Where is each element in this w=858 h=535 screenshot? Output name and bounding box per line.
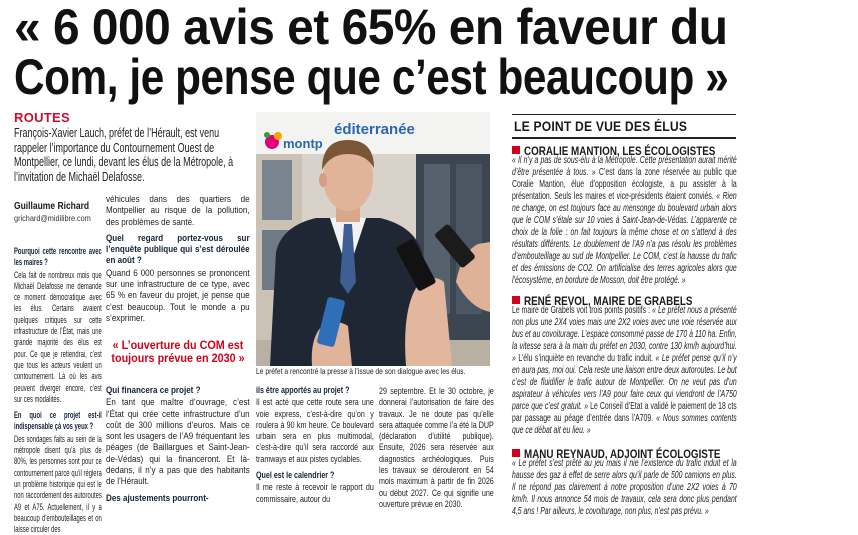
quoted-text: « Le préfet s’est prêté au jeu mais il nie l’existence du trafic induit et la hausse des gaz à effet de serre alors qu’il parle de 500 camions en plus. Il ne répond pas clairement à notre proposition d’une 2X2 voies à 70 km/h. Il nous annonce 54 mois de travaux, cela sera donc plus pendant 4,5 ans ! Par ailleurs, le covoiturage, non plus, n’est pas prévu. » — [512, 458, 737, 517]
sign-text-left: montp — [283, 136, 323, 151]
elected-official-statement — [512, 305, 737, 441]
interview-column-2-bottom — [106, 384, 250, 522]
quoted-text: « Il n’y a pas de sous-élu à la Métropole. Cette présentation aurait mérité d’être présentée à tous. » — [512, 155, 737, 178]
narrative-text: L’élu s’inquiète en revanche du trafic induit. — [518, 353, 656, 364]
intro-text: François-Xavier Lauch, préfet de l’Hérault, est venu rappeler l’importance du Contournement Ouest de Montpellier, ce lundi, devant les élus de la Métropole, à l’invitation de Michaël Delafosse. — [14, 126, 234, 184]
interview-answer: véhicules dans des quartiers de Montpellier au risque de la pollution, des problèmes de santé. — [106, 193, 250, 227]
headline — [14, 2, 742, 106]
interview-column-2-top — [106, 192, 250, 338]
elected-official-title — [512, 445, 764, 459]
sign-logo — [264, 132, 270, 138]
interview-answer: 29 septembre. Et le 30 octobre, je donnerai l’autorisation de faire des travaux. Je ne doute pas qu’elle sera attaquée comme l’a été la DUP (déclaration d’utilité publique). Ensuite, 2026 sera réservée aux diagnostics archéologiques. Puis les travaux se dérouleront en 54 mois maximum à partir de fin 2026 ou début 2027. Ce qui signifie une ouverture prévue en 2030. — [379, 385, 494, 509]
author-name: Guillaume Richard — [14, 201, 90, 212]
interview-answer: Il me reste à recevoir le rapport du commissaire, autour du — [256, 481, 374, 504]
interview-column-1 — [14, 246, 102, 535]
elected-official-title — [512, 292, 729, 306]
photo-caption: Le préfet a rencontré la presse à l’issue de son dialogue avec les élus. — [256, 367, 466, 376]
elected-official-name: CORALIE MANTION, LES ÉCOLOGISTES — [524, 144, 716, 158]
statement-paragraph — [512, 458, 737, 518]
statement-paragraph — [512, 305, 737, 437]
elected-official-name: RENÉ REVOL, MAIRE DE GRABELS — [524, 294, 693, 308]
sidebar-header-text: LE POINT DE VUE DES ÉLUS — [514, 119, 688, 134]
quoted-text: « Le préfet nous a présenté non plus une 2X4 voies mais une 2X2 voies avec une voie réservée aux bus et au covoiturage. L’espace consommé passe de 170 à 110 ha. Enfin, la vitesse sera à la main du préfet en 2030, contre 130 km/h aujourd’hui. » — [512, 305, 737, 364]
sidebar-header — [512, 114, 736, 139]
elected-official-title — [512, 142, 757, 156]
interview-answer: Quand 6 000 personnes se prononcent sur une infrastructure de ce type, avec 65 % en faveur du projet, je pense que c’est beaucoup. Tout le monde a pu s’exprimer. — [106, 266, 250, 323]
elected-official-statement — [512, 155, 737, 289]
narrative-text: Le maire de Grabels voit trois points positifs : — [512, 305, 653, 316]
interview-answer: Cela fait de nombreux mois que Michaël Delafosse me demande ce moment démocratique avec les élus. Certains avaient quelques critiques sur cette infrastructure de l’État, mais une grande majorité des élus est pour. Ce que je retiendrai, c’est que tous les acteurs veulent un contournement. Là où les avis peuvent diverger encore, c’est sur ces modalités. — [14, 269, 102, 404]
interview-question: En quoi ce projet est-il indispensable çà vos yeux ? — [14, 410, 102, 432]
sidebar-elected-views — [510, 112, 740, 522]
red-square-bullet-icon — [512, 296, 520, 304]
sign-logo — [274, 132, 282, 140]
article-photo — [256, 112, 490, 366]
interview-question: ils être apportés au projet ? — [256, 384, 350, 395]
statement-paragraph — [512, 155, 737, 287]
ear — [319, 173, 327, 187]
sign-text-right: éditerranée — [334, 121, 415, 138]
section-rubric: ROUTES — [14, 110, 70, 125]
elected-official-name: MANU REYNAUD, ADJOINT ÉCOLOGISTE — [524, 447, 721, 461]
interview-question: Qui financera ce projet ? — [106, 384, 201, 395]
headline-line-2: Com, je pense que c’est beaucoup » — [14, 49, 729, 105]
interview-answer: En tant que maître d’ouvrage, c’est l’État qui crée cette infrastructure d’un coût de 300 millions d’euros. Mais ce sont les usagers de l’A9 fréquentant les péages (de Baillargues et Saint-Jean-de-Védas) qui la financeront. Et là-dedans, il n’y a pas que des habitants de l’Hérault. — [106, 396, 250, 487]
article-intro — [14, 126, 248, 188]
red-square-bullet-icon — [512, 449, 520, 457]
pull-quote-text: « L’ouverture du COM est toujours prévue en 2030 » — [111, 338, 245, 365]
quoted-text: « Rien ne change, on est toujours face au mensonge du boulevard urbain alors que le COM s’étale sur 10 voies à Saint-Jean-de-Védas. L’apparente ce choix de la folie : on fait toujours la même chose et on s’attend à des résultats différents. Le doublement de l’A9 n’a pas résolu les problèmes d’embouteillage au sud de Montpellier. Le COM, c’est la hausse du trafic et des émissions de CO2. On artificialise des terres agricoles alors que l’écosystème, en bordure de Mosson, doit être protégé. » — [512, 191, 737, 286]
author-email[interactable]: grichard@midilibre.com — [14, 213, 91, 223]
interview-column-3 — [256, 384, 374, 522]
narrative-text: Le Conseil d’Etat a validé le paiement de 18 cts par passage au péage d’entrée dans l’A709. — [512, 401, 737, 424]
quoted-text: « Nous sommes contents que ce débat ait eu lieu. » — [512, 413, 737, 436]
red-square-bullet-icon — [512, 146, 520, 154]
elected-official-statement — [512, 458, 737, 520]
quoted-text: « Le préfet pense qu’il n’y en aura pas, moi oui. Cela reste une liaison entre deux autoroutes. Le but c’est de fluidifier le trafic autour de Montpellier. On ne veut pas d’un aspirateur à véhicules vers l’A9 pour faire ceux qui viendront de l’A750 parce que c’est gratuit. » — [512, 353, 737, 412]
pull-quote — [106, 339, 250, 381]
interview-answer: Des sondages faits au sein de la métropole disent qu’à plus de 80%, les personnes sont pour ce contournement parce qu’il réglera un problème historique qui est le non raccordement des autoroutes A9 et A75. Actuellement, il y a beaucoup d’embouteillages et on laisse circuler des — [14, 433, 102, 535]
building-window — [262, 160, 292, 220]
interview-question: Quel est le calendrier ? — [256, 469, 335, 481]
interview-answer: Il est acté que cette route sera une voie express, c’est-à-dire qu’on y roulera à 90 km heure. Ce boulevard urbain sera en plus multimodal, c’est-à-dire qu’il sera raccordé aux tramways et aux pistes cyclables. — [256, 396, 374, 464]
photo-illustration — [256, 112, 490, 366]
interview-question: Quel regard portez-vous sur l’enquête publique qui s’est déroulée en août ? — [106, 231, 250, 266]
interview-column-4 — [379, 384, 494, 522]
narrative-text: C’est dans la zone réservée au public que Coralie Mantion, élue d’opposition écologiste, a pu assister à la présentation. Seuls les maires et vice-présidents étaient conviés. — [512, 167, 737, 202]
interview-question: Pourquoi cette rencontre avec les maires ? — [14, 246, 102, 268]
headline-line-1: « 6 000 avis et 65% en faveur du — [14, 0, 728, 55]
interview-question: Des ajustements pourront- — [106, 491, 209, 503]
